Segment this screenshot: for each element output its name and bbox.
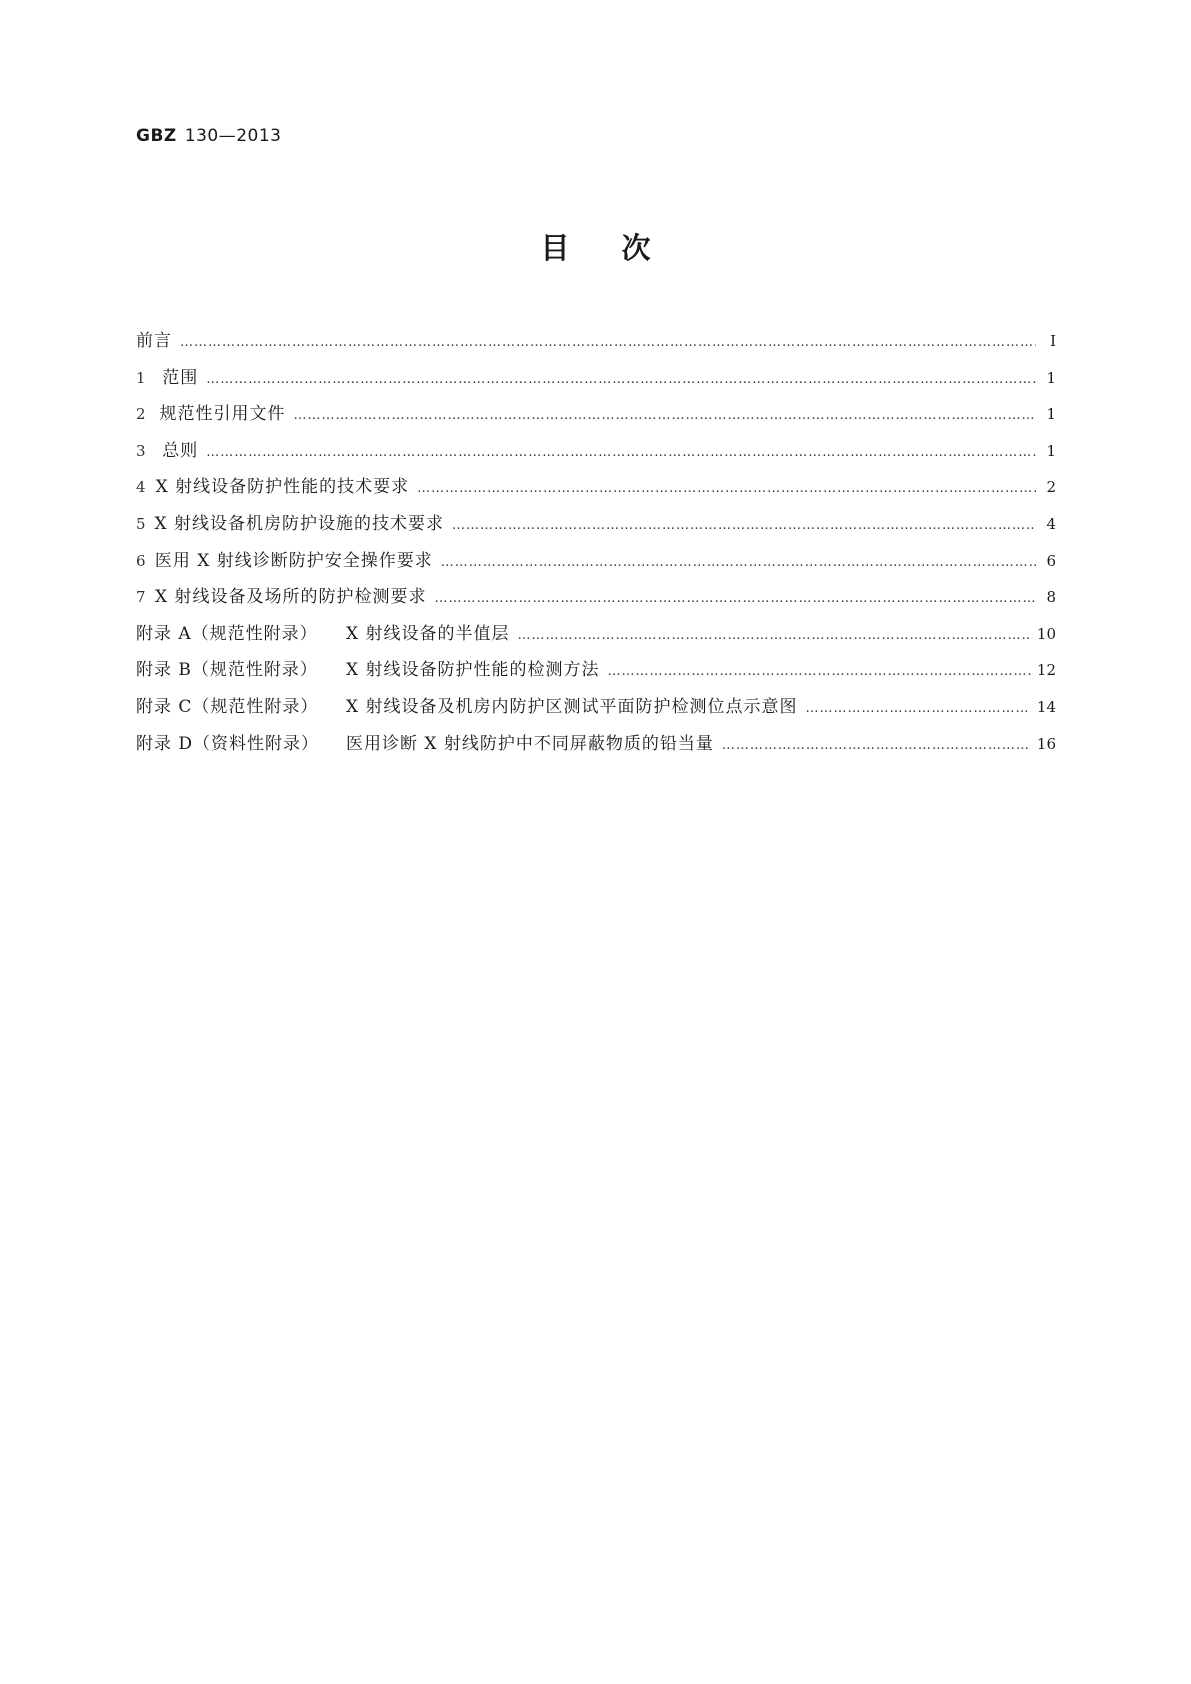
toc-entry-5[interactable]	[136, 509, 1056, 546]
leader-dots	[417, 481, 1036, 496]
leader-dots	[293, 408, 1036, 423]
toc-entry-page: Ⅰ	[1050, 332, 1056, 350]
toc-entry-appendix-d[interactable]	[136, 729, 1056, 766]
toc-entry-7[interactable]	[136, 582, 1056, 619]
toc-entry-page: 12	[1036, 661, 1056, 680]
leader-dots	[435, 591, 1036, 606]
toc-entry-label	[136, 729, 714, 754]
toc-entry-number: 7	[136, 588, 146, 607]
appendix-title: X 射线设备防护性能的检测方法	[346, 660, 600, 681]
standard-code: GBZ	[136, 126, 177, 146]
leader-dots	[180, 335, 1036, 350]
toc-entry-label	[136, 655, 600, 680]
leader-dots	[518, 628, 1031, 643]
toc-entry-appendix-a[interactable]	[136, 619, 1056, 656]
toc-entry-number: 3	[136, 441, 146, 460]
toc-entry-label: 范围	[162, 367, 199, 388]
toc-entry-number: 6	[136, 551, 146, 570]
toc-entry-label: X 射线设备防护性能的技术要求	[155, 477, 410, 498]
toc-entry-label	[136, 692, 798, 717]
toc-entry-page: 16	[1036, 734, 1056, 753]
toc-entry-appendix-c[interactable]	[136, 692, 1056, 729]
leader-dots	[806, 701, 1031, 716]
toc-entry-number: 2	[136, 405, 146, 424]
page-title: 目次	[540, 231, 703, 265]
toc-entry-label: 医用 X 射线诊断防护安全操作要求	[154, 550, 433, 571]
appendix-heading: 附录 D（资料性附录）	[136, 733, 320, 754]
toc-entry-page: 14	[1036, 697, 1056, 716]
toc-entry-2[interactable]	[136, 399, 1056, 436]
appendix-heading: 附录 B（规范性附录）	[136, 660, 318, 681]
standard-number: 130—2013	[184, 126, 282, 146]
toc-entry-number: 1	[136, 368, 146, 387]
toc-entry-1[interactable]	[136, 363, 1056, 400]
leader-dots	[206, 372, 1036, 387]
toc-entry-label: 前言	[136, 331, 172, 351]
appendix-title: X 射线设备的半值层	[346, 623, 510, 644]
leader-dots	[608, 664, 1031, 679]
toc-entry-page: 10	[1036, 624, 1056, 643]
document-header	[136, 126, 281, 146]
toc-entry-6[interactable]	[136, 546, 1056, 583]
leader-dots	[206, 445, 1036, 460]
toc-entry-page: 2	[1046, 478, 1056, 497]
toc-entry-label: 规范性引用文件	[159, 404, 286, 425]
toc-entry-number: 4	[136, 478, 146, 497]
leader-dots	[441, 555, 1036, 570]
toc-entry-label: X 射线设备及场所的防护检测要求	[155, 587, 427, 608]
appendix-heading: 附录 A（规范性附录）	[136, 623, 318, 644]
toc-entry-page: 6	[1046, 551, 1056, 570]
leader-dots	[722, 738, 1031, 753]
toc-entry-page: 4	[1046, 514, 1056, 533]
table-of-contents	[136, 326, 1056, 765]
toc-entry-label	[136, 619, 510, 644]
toc-entry-label: X 射线设备机房防护设施的技术要求	[154, 513, 444, 534]
toc-entry-number: 5	[136, 514, 146, 533]
toc-entry-label: 总则	[162, 440, 199, 461]
toc-entry-foreword[interactable]	[136, 326, 1056, 363]
toc-entry-page: 1	[1046, 441, 1056, 460]
appendix-title: 医用诊断 X 射线防护中不同屏蔽物质的铅当量	[346, 733, 714, 754]
toc-entry-page: 8	[1046, 588, 1056, 607]
toc-entry-page: 1	[1046, 405, 1056, 424]
leader-dots	[452, 518, 1036, 533]
toc-entry-page: 1	[1046, 368, 1056, 387]
toc-entry-appendix-b[interactable]	[136, 655, 1056, 692]
toc-entry-3[interactable]	[136, 436, 1056, 473]
toc-entry-4[interactable]	[136, 472, 1056, 509]
appendix-heading: 附录 C（规范性附录）	[136, 696, 319, 717]
appendix-title: X 射线设备及机房内防护区测试平面防护检测位点示意图	[346, 696, 798, 717]
